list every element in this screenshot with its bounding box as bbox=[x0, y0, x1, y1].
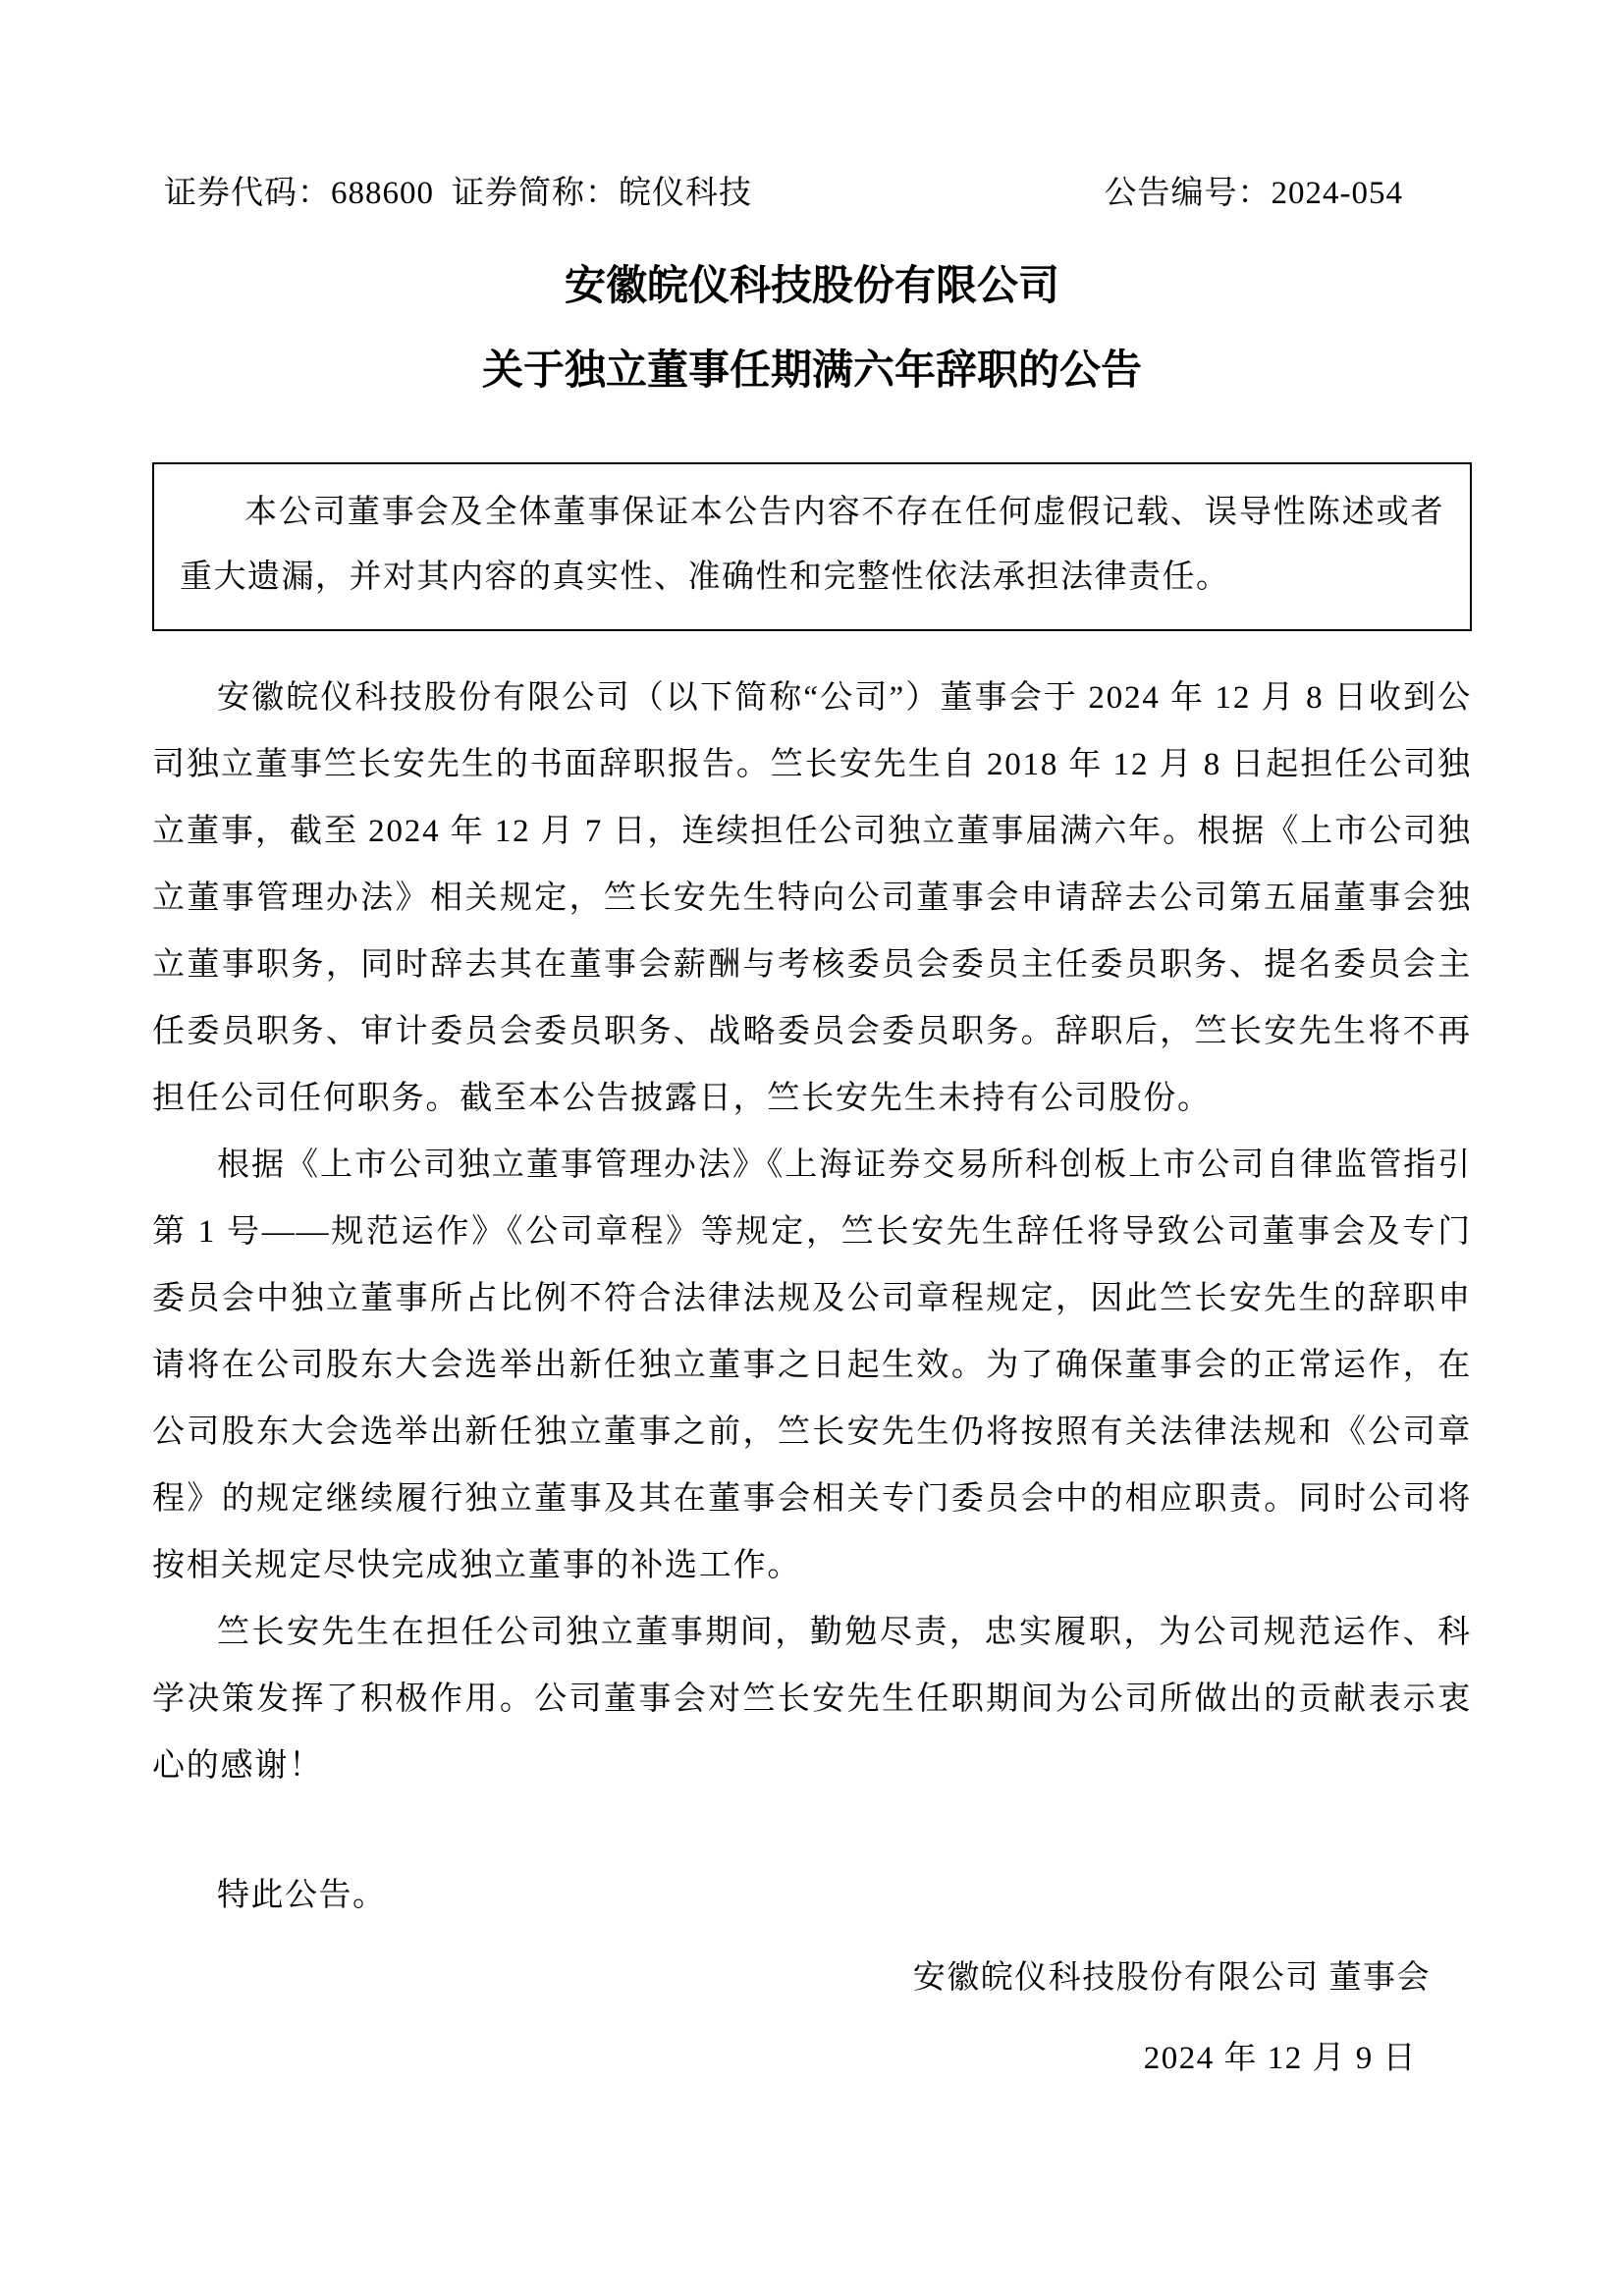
announcement-number: 公告编号：2024-054 bbox=[1104, 176, 1403, 211]
announcement-date: 2024 年 12 月 9 日 bbox=[1143, 2041, 1417, 2076]
closing-statement: 特此公告。 bbox=[217, 1878, 387, 1913]
announcement-title: 关于独立董事任期满六年辞职的公告 bbox=[481, 347, 1142, 393]
document-header bbox=[152, 167, 1472, 212]
company-name-title: 安徽皖仪科技股份有限公司 bbox=[564, 262, 1059, 308]
body-paragraph-1: 安徽皖仪科技股份有限公司（以下简称“公司”）董事会于 2024 年 12 月 8 日收到公司独立董事竺长安先生的书面辞职报告。竺长安先生自 2018 年 12 月 8 日起担任公司独立董事，截至 2024 年 12 月 7 日，连续担任公司独立董事届满六年。根据《上市公司独立董事管理办法》相关规定，竺长安先生特向公司董事会申请辞去公司第五届董事会独立董事职务，同时辞去其在董事会薪酬与考核委员会委员主任委员职务、提名委员会主任委员职务、审计委员会委员职务、战略委员会委员职务。辞职后，竺长安先生将不再担任公司任何职务。截至本公告披露日，竺长安先生未持有公司股份。 bbox=[152, 680, 1472, 1116]
stock-code: 证券代码：688600 bbox=[164, 176, 434, 211]
disclaimer-box bbox=[152, 462, 1472, 631]
announcement-body bbox=[152, 665, 1472, 1799]
disclaimer-text: 本公司董事会及全体董事保证本公告内容不存在任何虚假记载、误导性陈述或者重大遗漏，并对其内容的真实性、准确性和完整性依法承担法律责任。 bbox=[180, 495, 1444, 595]
signature-line: 安徽皖仪科技股份有限公司 董事会 bbox=[912, 1960, 1431, 1996]
stock-abbr: 证券简称：皖仪科技 bbox=[452, 176, 752, 211]
body-paragraph-2: 根据《上市公司独立董事管理办法》《上海证券交易所科创板上市公司自律监管指引第 1 号——规范运作》《公司章程》等规定，竺长安先生辞任将导致公司董事会及专门委员会中独立董事所占比例不符合法律法规及公司章程规定，因此竺长安先生的辞职申请将在公司股东大会选举出新任独立董事之日起生效。为了确保董事会的正常运作，在公司股东大会选举出新任独立董事之前，竺长安先生仍将按照有关法律法规和《公司章程》的规定继续履行独立董事及其在董事会相关专门委员会中的相应职责。同时公司将按相关规定尽快完成独立董事的补选工作。 bbox=[152, 1148, 1472, 1583]
body-paragraph-3: 竺长安先生在担任公司独立董事期间，勤勉尽责，忠实履职，为公司规范运作、科学决策发挥了积极作用。公司董事会对竺长安先生任职期间为公司所做出的贡献表示衷心的感谢！ bbox=[152, 1615, 1472, 1784]
